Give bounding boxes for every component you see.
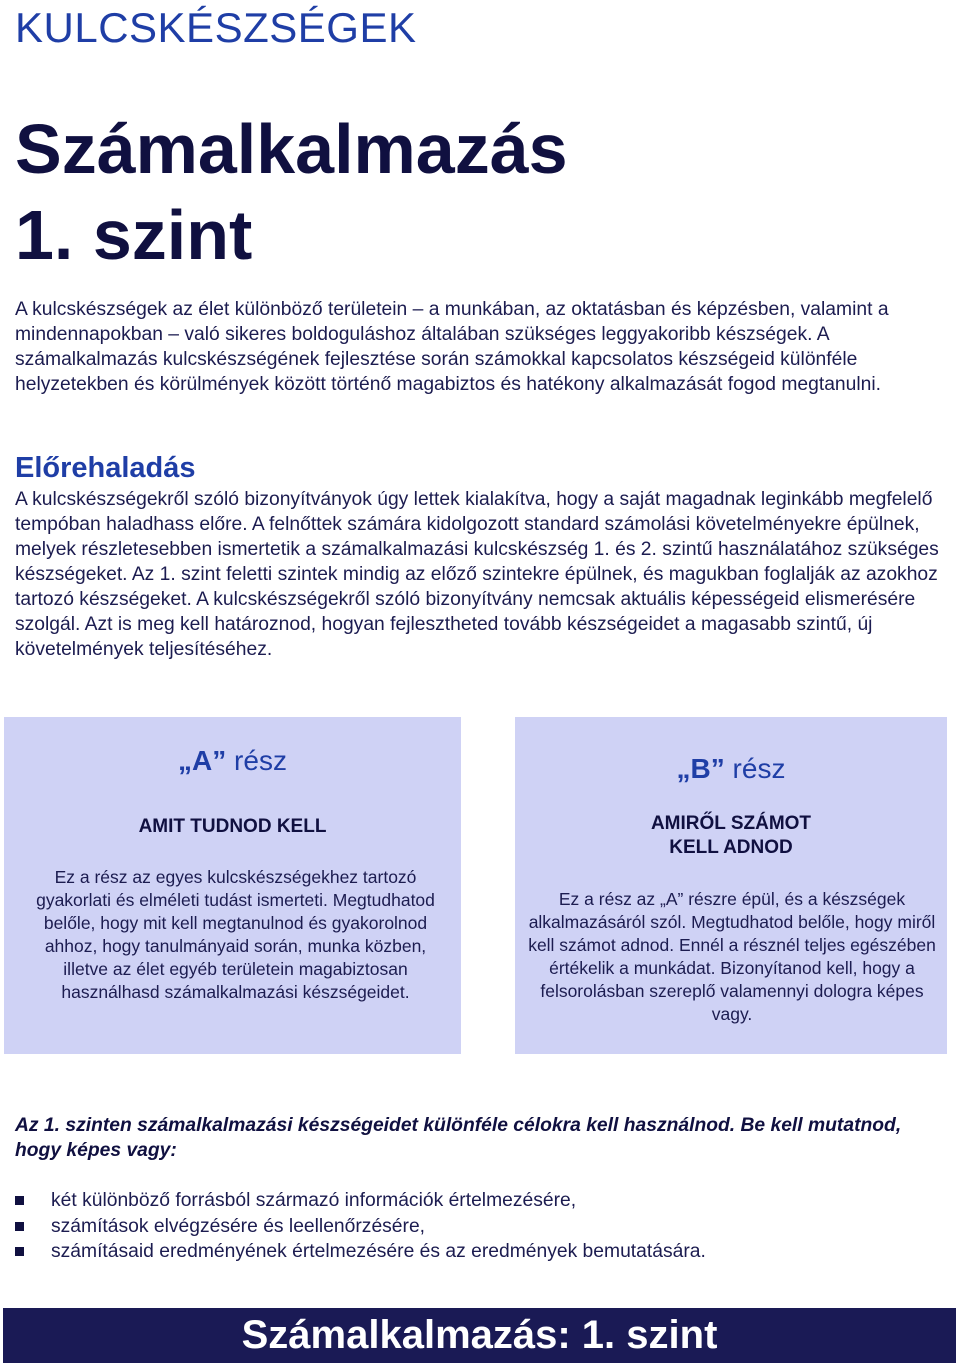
list-item (15, 1188, 940, 1214)
part-b-subtitle-line-2: KELL ADNOD (669, 837, 793, 858)
footer-title: Számalkalmazás: 1. szint (241, 1313, 718, 1357)
title-line-1: Számalkalmazás (15, 110, 568, 188)
part-a-text: Ez a rész az egyes kulcskészségekhez tartozó gyakorlati és elméleti tudást ismerteti. Megtudhatod belőle, hogy mit kell megtanulnod és gyakorolnod ahhoz, hogy tanulmányaid során, munka közben, illetve az élet egyéb területein magabiztosan használhasd számalkalmazási készségeidet. (36, 867, 435, 1002)
square-bullet-icon (15, 1222, 24, 1231)
intro-paragraph: A kulcskészségek az élet különböző területein – a munkában, az oktatásban és képzésben, valamint a mindennapokban – való sikeres boldoguláshoz általában szükséges leggyakoribb készségek. A számalkalmazás kulcskészségének fejlesztése során számokkal kapcsolatos készségeid különféle helyzetekben és körülmények között történő magabiztos és hatékony alkalmazását fogod megtanulni. (15, 299, 889, 395)
part-a-subtitle: AMIT TUDNOD KELL (138, 816, 327, 837)
footer-banner (3, 1308, 956, 1363)
lead-paragraph: Az 1. szinten számalkalmazási készségeidet különféle célokra kell használnod. Be kell mutatnod, hogy képes vagy: (15, 1115, 902, 1161)
progress-heading: Előrehaladás (15, 452, 196, 484)
list-item-text: két különböző forrásból származó információk értelmezésére, (51, 1190, 577, 1211)
list-item (15, 1239, 940, 1265)
part-a-label (4, 745, 461, 777)
part-b-subtitle-line-1: AMIRŐL SZÁMOT (650, 813, 812, 834)
list-item (15, 1214, 940, 1240)
part-b-word: rész (732, 753, 786, 784)
square-bullet-icon (15, 1196, 24, 1205)
progress-paragraph: A kulcskészségekről szóló bizonyítványok úgy lettek kialakítva, hogy a saját magadnak leginkább megfelelő tempóban haladhass előre. A felnőttek számára kidolgozott standard számolási követelményekre épülnek, melyek részletesebben ismertetik a számalkalmazási kulcskészség 1. és 2. szintű használatához szükséges készségeket. Az 1. szint feletti szintek mindig az előző szintekre épülnek, és magukban foglalják az azokhoz tartozó készségeket. A kulcskészségekről szóló bizonyítvány nemcsak aktuális képességeid elismerésére szolgál. Azt is meg kell határoznod, hogyan fejlesztheted tovább készségeidet a magasabb szintű, új követelmények teljesítéséhez. (15, 489, 939, 660)
part-b-letter: „B” (676, 753, 725, 784)
part-a-letter: „A” (178, 745, 227, 776)
square-bullet-icon (15, 1247, 24, 1256)
part-b-text: Ez a rész az „A” részre épül, és a készségek alkalmazásáról szól. Megtudhatod belőle, hogy miről kell számot adnod. Ennél a résznél teljes egészében értékelik a munkádat. Bizonyítanod kell, hogy a felsorolásban szereplő valamennyi dologra képes vagy. (528, 889, 936, 1024)
page-title (15, 106, 568, 278)
part-a-box (4, 717, 461, 1054)
part-b-subtitle (515, 812, 947, 860)
skills-list (15, 1188, 940, 1265)
section-kicker: KULCSKÉSZSÉGEK (15, 4, 417, 51)
list-item-text: számításaid eredményének értelmezésére és az eredmények bemutatására. (51, 1241, 706, 1262)
part-b-label (515, 753, 947, 785)
part-b-box (515, 717, 947, 1054)
part-a-word: rész (234, 745, 287, 776)
title-line-2: 1. szint (15, 196, 253, 274)
list-item-text: számítások elvégzésére és leellenőrzésére, (51, 1215, 426, 1237)
